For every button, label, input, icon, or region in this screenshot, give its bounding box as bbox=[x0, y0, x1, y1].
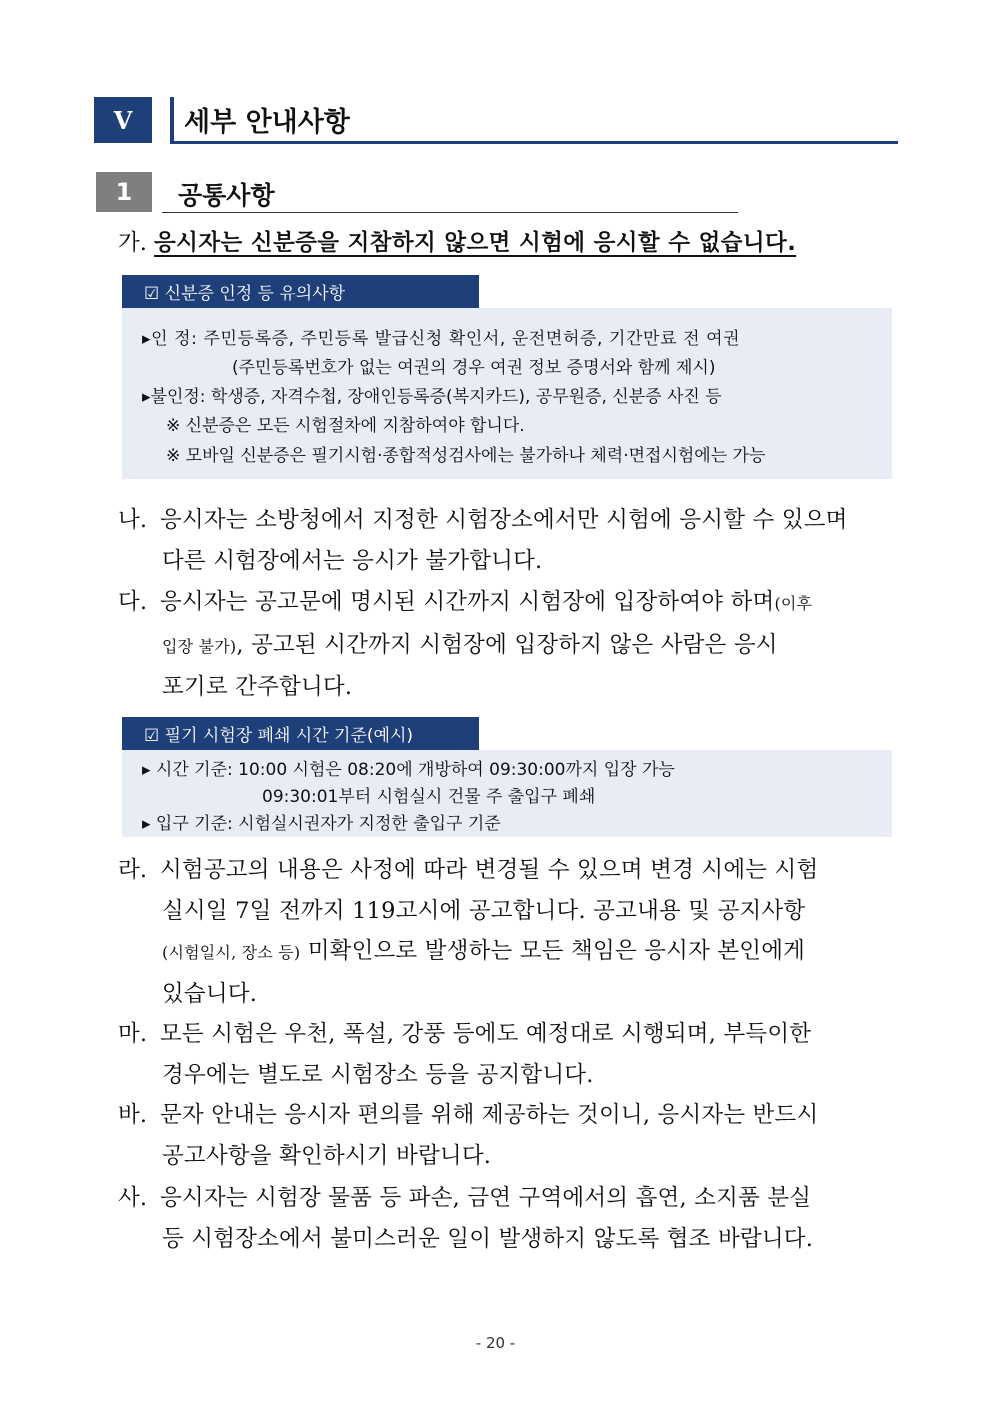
subsection-number: 1 bbox=[96, 172, 152, 212]
id-rejected-line: ▸불인정: 학생증, 자격수첩, 장애인등록증(복지카드), 공무원증, 신분증 사진 등 bbox=[142, 387, 722, 407]
id-accepted-line: ▸인 정: 주민등록증, 주민등록 발급신청 확인서, 운전면허증, 기간만료 전 여권 bbox=[142, 329, 741, 349]
item-c-line1-small: (이후 bbox=[774, 594, 813, 613]
item-d-line1: 시험공고의 내용은 사정에 따라 변경될 수 있으며 변경 시에는 시험 bbox=[160, 857, 819, 883]
id-accepted-note: (주민등록번호가 없는 여권의 경우 여권 정보 증명서와 함께 제시) bbox=[232, 358, 716, 378]
closing-entrance-line: ▸ 입구 기준: 시험실시권자가 지정한 출입구 기준 bbox=[142, 814, 501, 834]
section-title: 세부 안내사항 bbox=[184, 107, 350, 138]
id-notice-box-label: ☑ 신분증 인정 등 유의사항 bbox=[122, 275, 479, 308]
item-c-marker: 다. bbox=[118, 589, 148, 615]
item-e bbox=[118, 1014, 898, 1095]
item-g-marker: 사. bbox=[118, 1185, 148, 1211]
section-divider-bar bbox=[170, 97, 174, 143]
item-g bbox=[118, 1178, 898, 1259]
item-c bbox=[118, 582, 898, 708]
item-a-marker: 가. bbox=[118, 230, 147, 256]
id-note-2: ※ 모바일 신분증은 필기시험·종합적성검사에는 불가하나 체력·면접시험에는 가능 bbox=[166, 446, 766, 466]
subsection-title: 공통사항 bbox=[178, 181, 275, 210]
item-a-text: 응시자는 신분증을 지참하지 않으면 시험에 응시할 수 없습니다. bbox=[154, 230, 797, 256]
item-d-line2: 실시일 7일 전까지 119고시에 공고합니다. 공고내용 및 공지사항 bbox=[162, 897, 806, 924]
item-c-line1: 응시자는 공고문에 명시된 시간까지 시험장에 입장하여야 하며 bbox=[160, 589, 775, 615]
item-f bbox=[118, 1095, 898, 1176]
item-b bbox=[118, 500, 898, 581]
item-e-line2: 경우에는 별도로 시험장소 등을 공지합니다. bbox=[162, 1061, 594, 1088]
item-c-line2: , 공고된 시간까지 시험장에 입장하지 않은 사람은 응시 bbox=[236, 631, 778, 658]
subsection-underline bbox=[162, 212, 738, 213]
item-c-line3: 포기로 간주합니다. bbox=[162, 674, 353, 700]
id-note-1: ※ 신분증은 모든 시험절차에 지참하여야 합니다. bbox=[166, 416, 525, 436]
item-b-line1: 응시자는 소방청에서 지정한 시험장소에서만 시험에 응시할 수 있으며 bbox=[160, 507, 848, 533]
closing-time-box-label: ☑ 필기 시험장 폐쇄 시간 기준(예시) bbox=[122, 717, 479, 750]
item-a bbox=[118, 225, 796, 257]
item-c-line2-small: 입장 불가) bbox=[162, 636, 237, 656]
section-number: V bbox=[94, 97, 152, 143]
closing-time-box bbox=[122, 750, 892, 837]
closing-time-note: 09:30:01부터 시험실시 건물 주 출입구 폐쇄 bbox=[262, 787, 596, 807]
item-f-line2: 공고사항을 확인하시기 바랍니다. bbox=[162, 1142, 492, 1169]
item-g-line1: 응시자는 시험장 물품 등 파손, 금연 구역에서의 흡연, 소지품 분실 bbox=[160, 1185, 812, 1211]
item-g-line2: 등 시험장소에서 불미스러운 일이 발생하지 않도록 협조 바랍니다. bbox=[162, 1225, 814, 1252]
item-f-marker: 바. bbox=[118, 1102, 148, 1128]
closing-time-line: ▸ 시간 기준: 10:00 시험은 08:20에 개방하여 09:30:00까지 입장 가능 bbox=[142, 760, 675, 780]
item-d-line4: 있습니다. bbox=[162, 980, 258, 1007]
item-d bbox=[118, 850, 898, 1014]
item-e-line1: 모든 시험은 우천, 폭설, 강풍 등에도 예정대로 시행되며, 부득이한 bbox=[160, 1021, 812, 1047]
item-e-marker: 마. bbox=[118, 1021, 148, 1047]
page-number: - 20 - bbox=[475, 1334, 516, 1352]
item-b-line2: 다른 시험장에서는 응시가 불가합니다. bbox=[162, 547, 543, 574]
item-b-marker: 나. bbox=[118, 507, 148, 533]
id-notice-box bbox=[122, 308, 892, 479]
item-d-line3: 미확인으로 발생하는 모든 책임은 응시자 본인에게 bbox=[300, 938, 806, 964]
item-d-line3-small: (시험일시, 장소 등) bbox=[162, 943, 301, 962]
item-d-marker: 라. bbox=[118, 857, 148, 883]
section-underline bbox=[170, 141, 898, 144]
item-f-line1: 문자 안내는 응시자 편의를 위해 제공하는 것이니, 응시자는 반드시 bbox=[160, 1102, 819, 1128]
